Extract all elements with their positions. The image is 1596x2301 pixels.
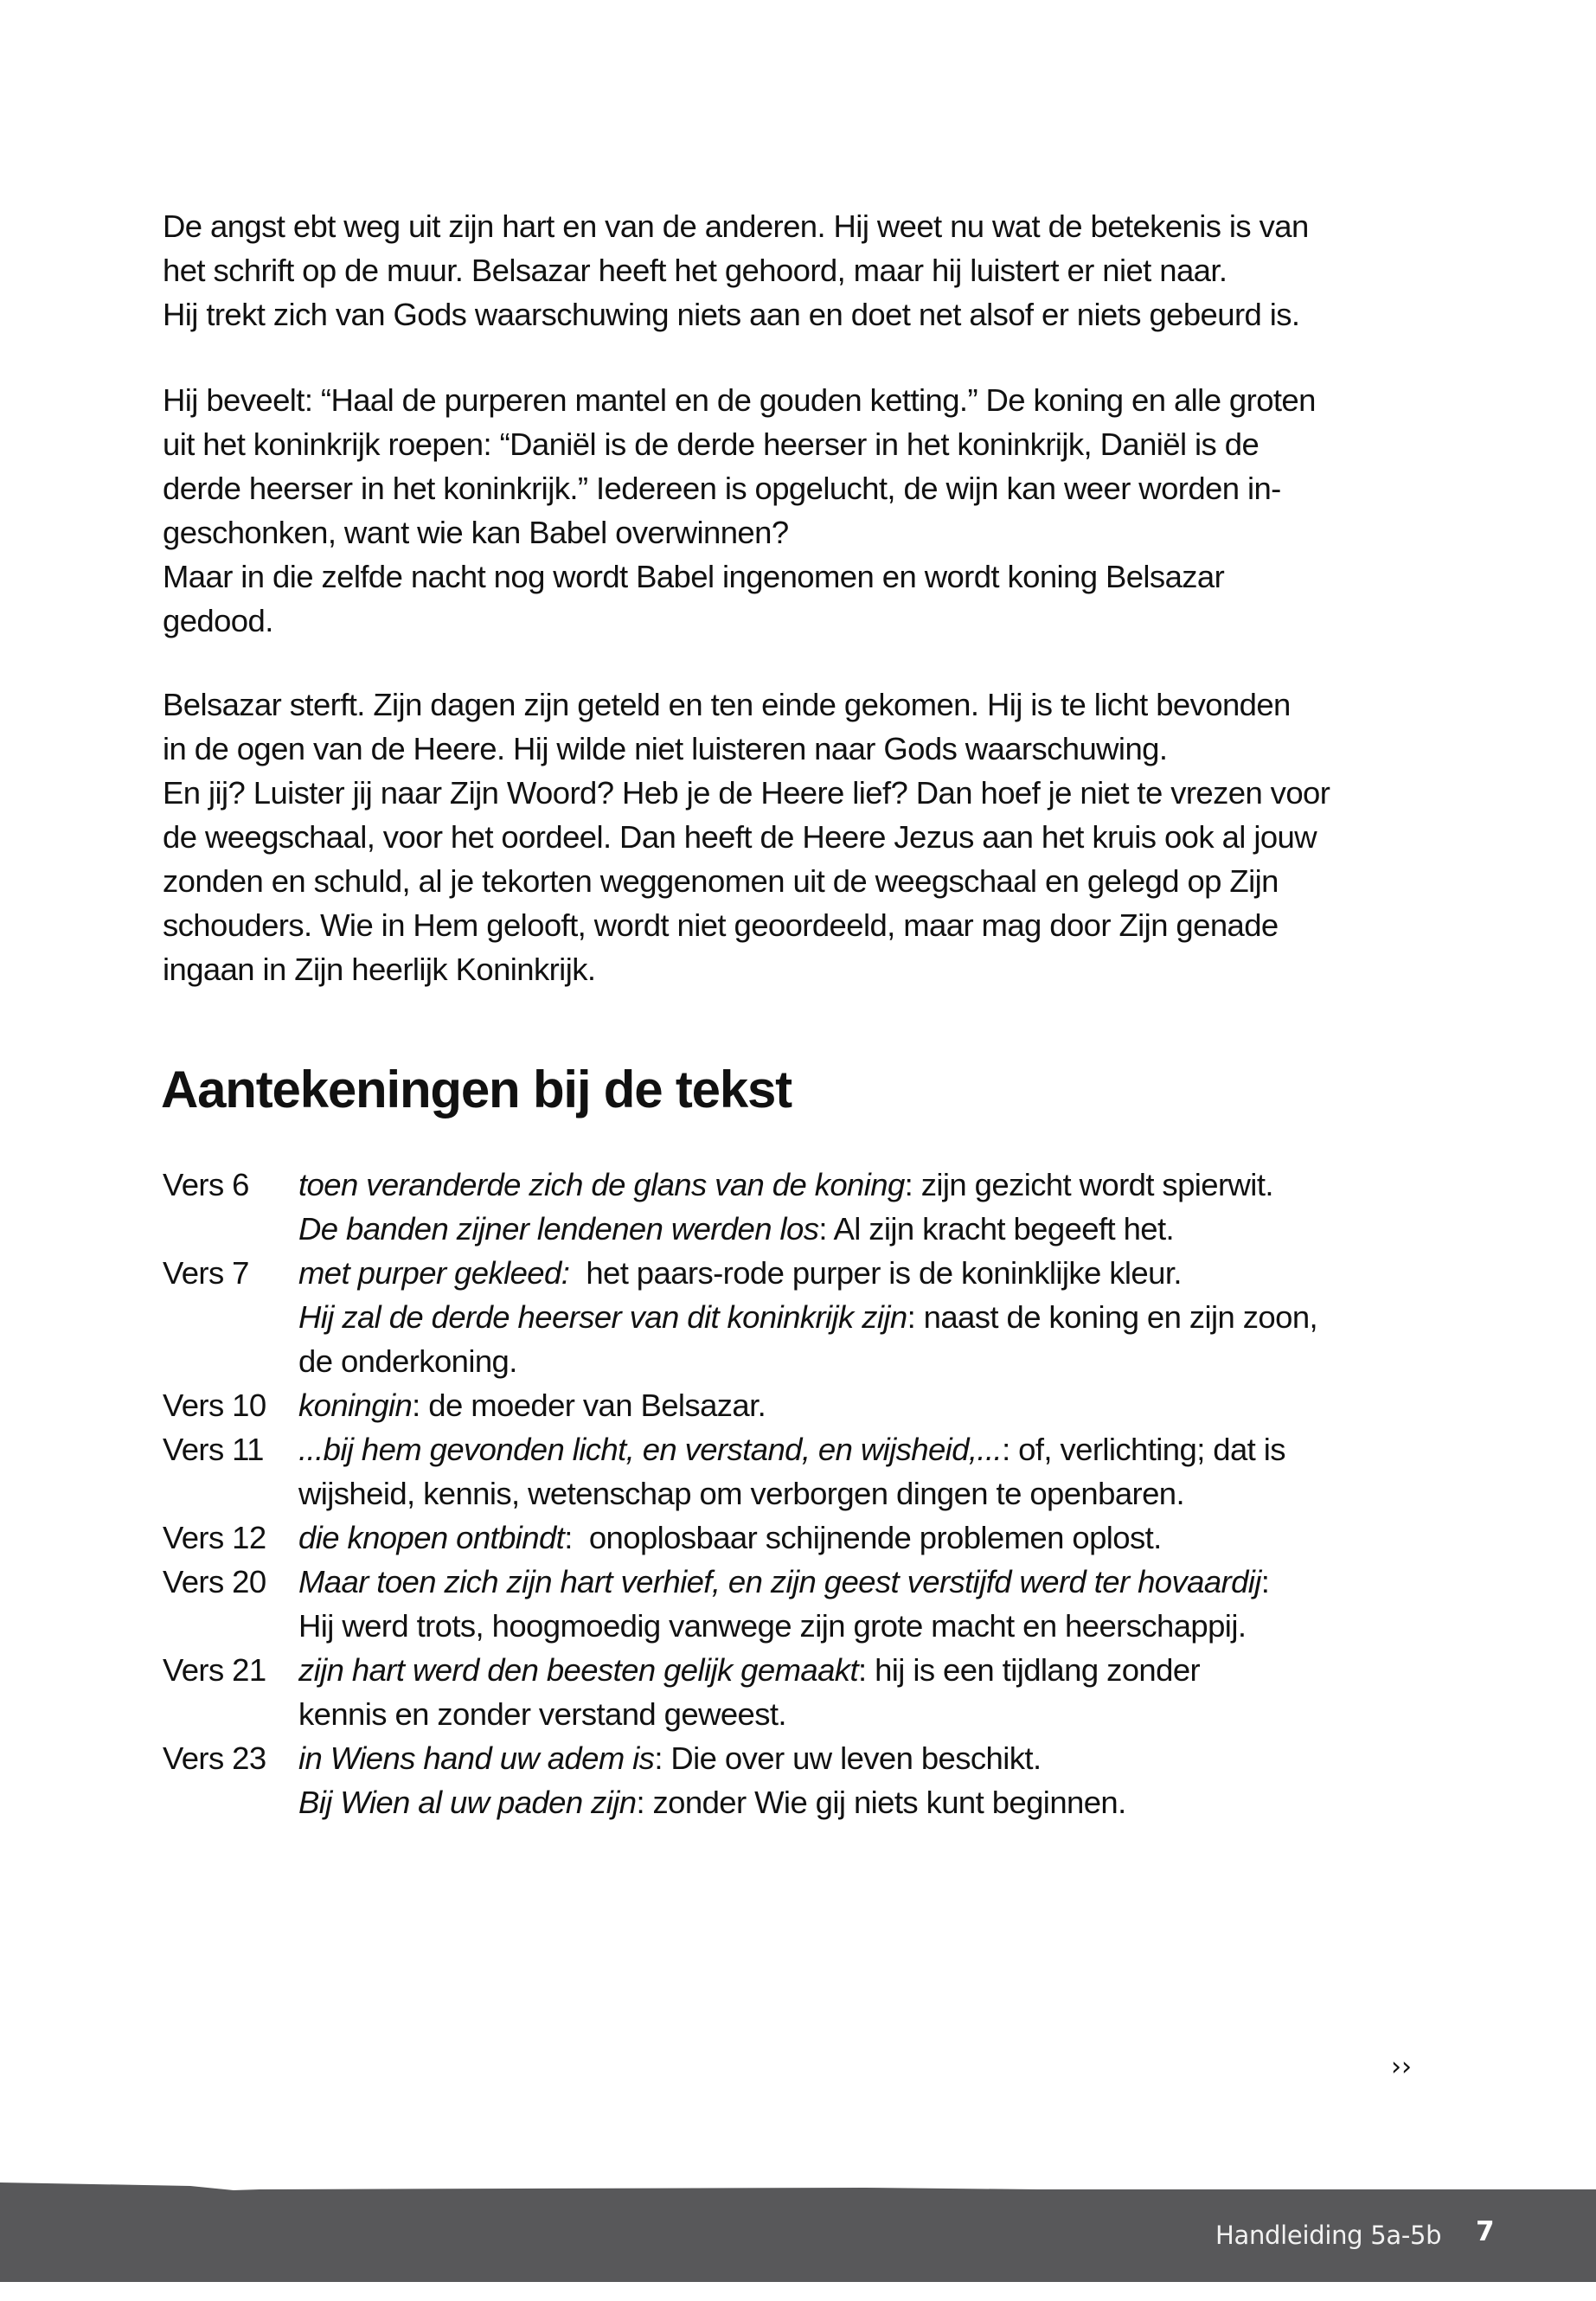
quoted-phrase: ...bij hem gevonden licht, en verstand, en wijsheid,... (298, 1432, 1003, 1467)
verse-label: Vers 10 (163, 1388, 266, 1423)
verse-note (163, 1163, 1477, 1251)
paragraph-1 (163, 204, 1460, 336)
explanation-text: het paars-rode purper is de koninklijke kleur. (569, 1255, 1182, 1291)
verse-label: Vers 7 (163, 1255, 249, 1291)
text-line: in de ogen van de Heere. Hij wilde niet luisteren naar Gods waarschuwing. (163, 731, 1168, 766)
verse-explanation (298, 1516, 1477, 1560)
quoted-phrase: toen veranderde zich de glans van de koning (298, 1167, 905, 1202)
verse-note (163, 1383, 1477, 1427)
explanation-text: : of, verlichting; dat is (1002, 1432, 1285, 1467)
explanation-text: : naast de koning en zijn zoon, (907, 1299, 1318, 1335)
verse-explanation (298, 1251, 1477, 1383)
note-line (298, 1339, 1477, 1383)
quoted-phrase: Hij zal de derde heerser van dit koninkrijk zijn (298, 1299, 907, 1335)
text-line: ingaan in Zijn heerlijk Koninkrijk. (163, 952, 596, 987)
page-number: 7 (1476, 2216, 1495, 2247)
paragraph-3 (163, 683, 1460, 991)
quoted-phrase: die knopen ontbindt (298, 1520, 565, 1555)
verse-label: Vers 23 (163, 1740, 266, 1776)
verse-note (163, 1736, 1477, 1824)
text-line: schouders. Wie in Hem gelooft, wordt niet geoordeeld, maar mag door Zijn genade (163, 907, 1279, 943)
text-line: uit het koninkrijk roepen: “Daniël is de derde heerser in het koninkrijk, Daniël is de (163, 426, 1259, 462)
text-line: De angst ebt weg uit zijn hart en van de anderen. Hij weet nu wat de betekenis is van (163, 208, 1309, 244)
quoted-phrase: zijn hart werd den beesten gelijk gemaakt (298, 1652, 858, 1688)
note-line (298, 1692, 1477, 1736)
verse-label: Vers 12 (163, 1520, 266, 1555)
text-line: Hij beveelt: “Haal de purperen mantel en de gouden ketting.” De koning en alle groten (163, 382, 1316, 418)
text-line: derde heerser in het koninkrijk.” Iedereen is opgelucht, de wijn kan weer worden in- (163, 471, 1281, 506)
explanation-text: : Die over uw leven beschikt. (654, 1740, 1042, 1776)
explanation-text: : onoplosbaar schijnende problemen oplost. (564, 1520, 1162, 1555)
notes-heading: Aantekeningen bij de tekst (161, 1061, 792, 1118)
footer-document-title: Handleiding 5a-5b (1215, 2221, 1442, 2250)
note-line (298, 1560, 1477, 1604)
explanation-text: : zijn gezicht wordt spierwit. (904, 1167, 1273, 1202)
explanation-text: : zonder Wie gij niets kunt beginnen. (636, 1785, 1126, 1820)
text-line: Belsazar sterft. Zijn dagen zijn geteld en ten einde gekomen. Hij is te licht bevonden (163, 687, 1291, 722)
note-line (298, 1471, 1477, 1516)
verse-label: Vers 21 (163, 1652, 266, 1688)
explanation-text: wijsheid, kennis, wetenschap om verborgen dingen te openbaren. (298, 1476, 1185, 1511)
verse-note (163, 1560, 1477, 1648)
verse-note (163, 1427, 1477, 1516)
text-line: En jij? Luister jij naar Zijn Woord? Heb je de Heere lief? Dan hoef je niet te vrezen voor (163, 775, 1330, 811)
verse-notes-list (163, 1163, 1477, 1824)
note-line (298, 1295, 1477, 1339)
explanation-text: : hij is een tijdlang zonder (857, 1652, 1201, 1688)
note-line (298, 1604, 1477, 1648)
explanation-text: Hij werd trots, hoogmoedig vanwege zijn grote macht en heerschappij. (298, 1608, 1247, 1644)
explanation-text: : Al zijn kracht begeeft het. (818, 1211, 1175, 1247)
explanation-text: kennis en zonder verstand geweest. (298, 1696, 786, 1732)
quoted-phrase: De banden zijner lendenen werden los (298, 1211, 819, 1247)
verse-explanation (298, 1427, 1477, 1516)
verse-label: Vers 6 (163, 1167, 249, 1202)
verse-explanation (298, 1736, 1477, 1824)
explanation-text: : (1260, 1564, 1270, 1599)
text-line: het schrift op de muur. Belsazar heeft het gehoord, maar hij luistert er niet naar. (163, 253, 1227, 288)
note-line (298, 1251, 1477, 1295)
verse-label: Vers 11 (163, 1432, 264, 1467)
verse-label: Vers 20 (163, 1564, 266, 1599)
verse-note (163, 1516, 1477, 1560)
quoted-phrase: koningin (298, 1388, 413, 1423)
text-line: Hij trekt zich van Gods waarschuwing niets aan en doet net alsof er niets gebeurd is. (163, 297, 1300, 332)
text-line: Maar in die zelfde nacht nog wordt Babel ingenomen en wordt koning Belsazar (163, 559, 1225, 594)
text-line: de weegschaal, voor het oordeel. Dan heeft de Heere Jezus aan het kruis ook al jouw (163, 819, 1317, 855)
note-line (298, 1780, 1477, 1824)
note-line (298, 1736, 1477, 1780)
paragraph-2 (163, 378, 1460, 643)
verse-explanation (298, 1163, 1477, 1251)
explanation-text: : de moeder van Belsazar. (412, 1388, 766, 1423)
note-line (298, 1163, 1477, 1207)
verse-explanation (298, 1383, 1477, 1427)
note-line (298, 1648, 1477, 1692)
verse-note (163, 1251, 1477, 1383)
quoted-phrase: Maar toen zich zijn hart verhief, en zijn geest verstijfd werd ter hovaardij (298, 1564, 1261, 1599)
text-line: gedood. (163, 603, 273, 638)
note-line (298, 1516, 1477, 1560)
note-line (298, 1207, 1477, 1251)
verse-explanation (298, 1648, 1477, 1736)
explanation-text: de onderkoning. (298, 1343, 517, 1379)
text-line: zonden en schuld, al je tekorten weggenomen uit de weegschaal en gelegd op Zijn (163, 863, 1279, 899)
text-line: geschonken, want wie kan Babel overwinnen? (163, 515, 789, 550)
quoted-phrase: Bij Wien al uw paden zijn (298, 1785, 637, 1820)
note-line (298, 1427, 1477, 1471)
continue-arrow-icon: ›› (1391, 2052, 1412, 2082)
verse-note (163, 1648, 1477, 1736)
note-line (298, 1383, 1477, 1427)
quoted-phrase: met purper gekleed: (298, 1255, 570, 1291)
verse-explanation (298, 1560, 1477, 1648)
quoted-phrase: in Wiens hand uw adem is (298, 1740, 655, 1776)
